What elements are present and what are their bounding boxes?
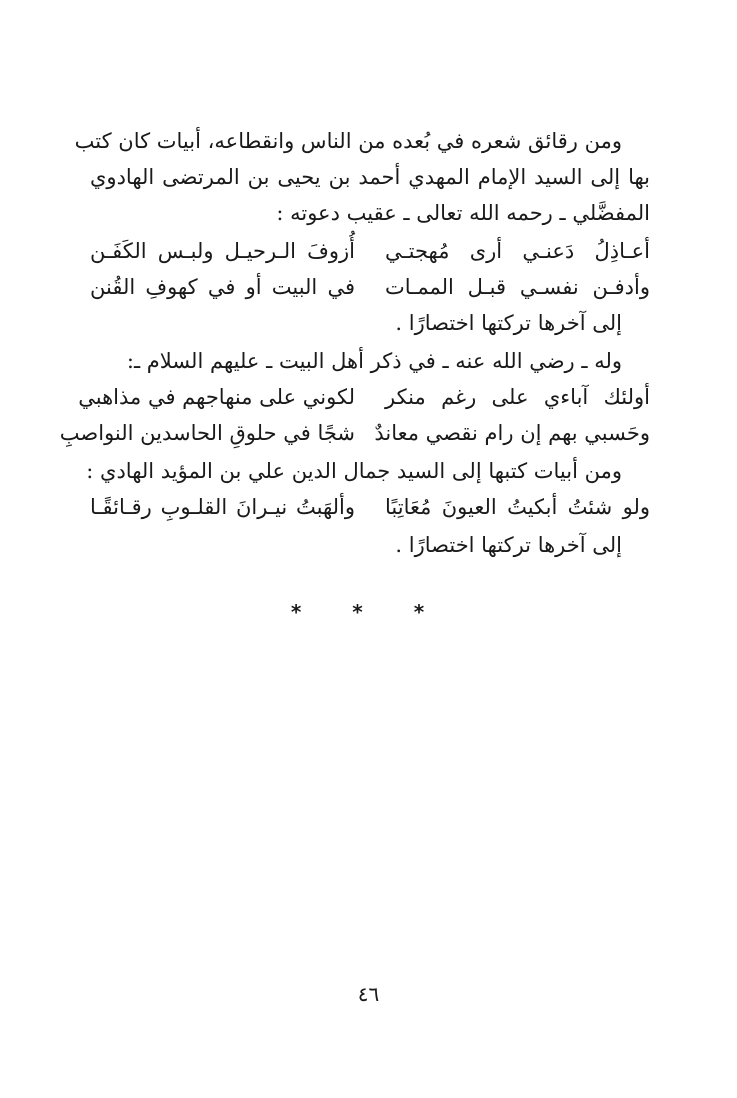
prose-line: المفضَّلي ـ رحمه الله تعالى ـ عقيب دعوته : [276, 201, 650, 225]
prose-line: ومن رقائق شعره في بُعده من الناس وانقطاعه، أبيات كان كتب [74, 129, 622, 153]
verse-line [90, 490, 650, 524]
verse-second-hemistich: أُزوفَ الـرحيـل ولبـس الكَفَـن [90, 239, 355, 263]
verse-second-hemistich: شجًا في حلوقِ الحاسدين النواصبِ [59, 421, 355, 445]
prose-line: ومن أبيات كتبها إلى السيد جمال الدين علي بن المؤيد الهادي : [86, 459, 622, 483]
verse-first-hemistich: وحَسبي بهم إن رام نقصي معاندٌ [374, 421, 650, 445]
abridgement-note: إلى آخرها تركتها اختصارًا . [395, 533, 622, 557]
verse-first-hemistich: ولو شئتُ أبكيتُ العيونَ مُعَاتِبًا [385, 495, 650, 519]
section-separator: * * * [290, 600, 447, 624]
verse-second-hemistich: وألهَبتُ نيـرانَ القلـوبِ رقـائقًـا [90, 495, 355, 519]
verse-first-hemistich: وأدفـن نفسـي قبـل الممـات [385, 275, 650, 299]
verse-line [90, 270, 650, 304]
verse-first-hemistich: أولئك آباءي على رغم منكر [385, 385, 650, 409]
page-number: ٤٦ [357, 982, 380, 1006]
verse-second-hemistich: في البيت أو في كهوفِ القُنن [90, 275, 355, 299]
verse-line [78, 380, 650, 414]
verse-second-hemistich: لكوني على منهاجهم في مذاهبي [78, 385, 355, 409]
verse-first-hemistich: أعـاذِلُ دَعنـي أرى مُهجتـي [385, 239, 650, 263]
prose-line: بها إلى السيد الإمام المهدي أحمد بن يحيى بن المرتضى الهادوي [90, 165, 650, 189]
verse-line [59, 416, 650, 450]
verse-line [90, 234, 650, 268]
abridgement-note: إلى آخرها تركتها اختصارًا . [395, 311, 622, 335]
prose-line: وله ـ رضي الله عنه ـ في ذكر أهل البيت ـ عليهم السلام ـ: [126, 349, 622, 373]
